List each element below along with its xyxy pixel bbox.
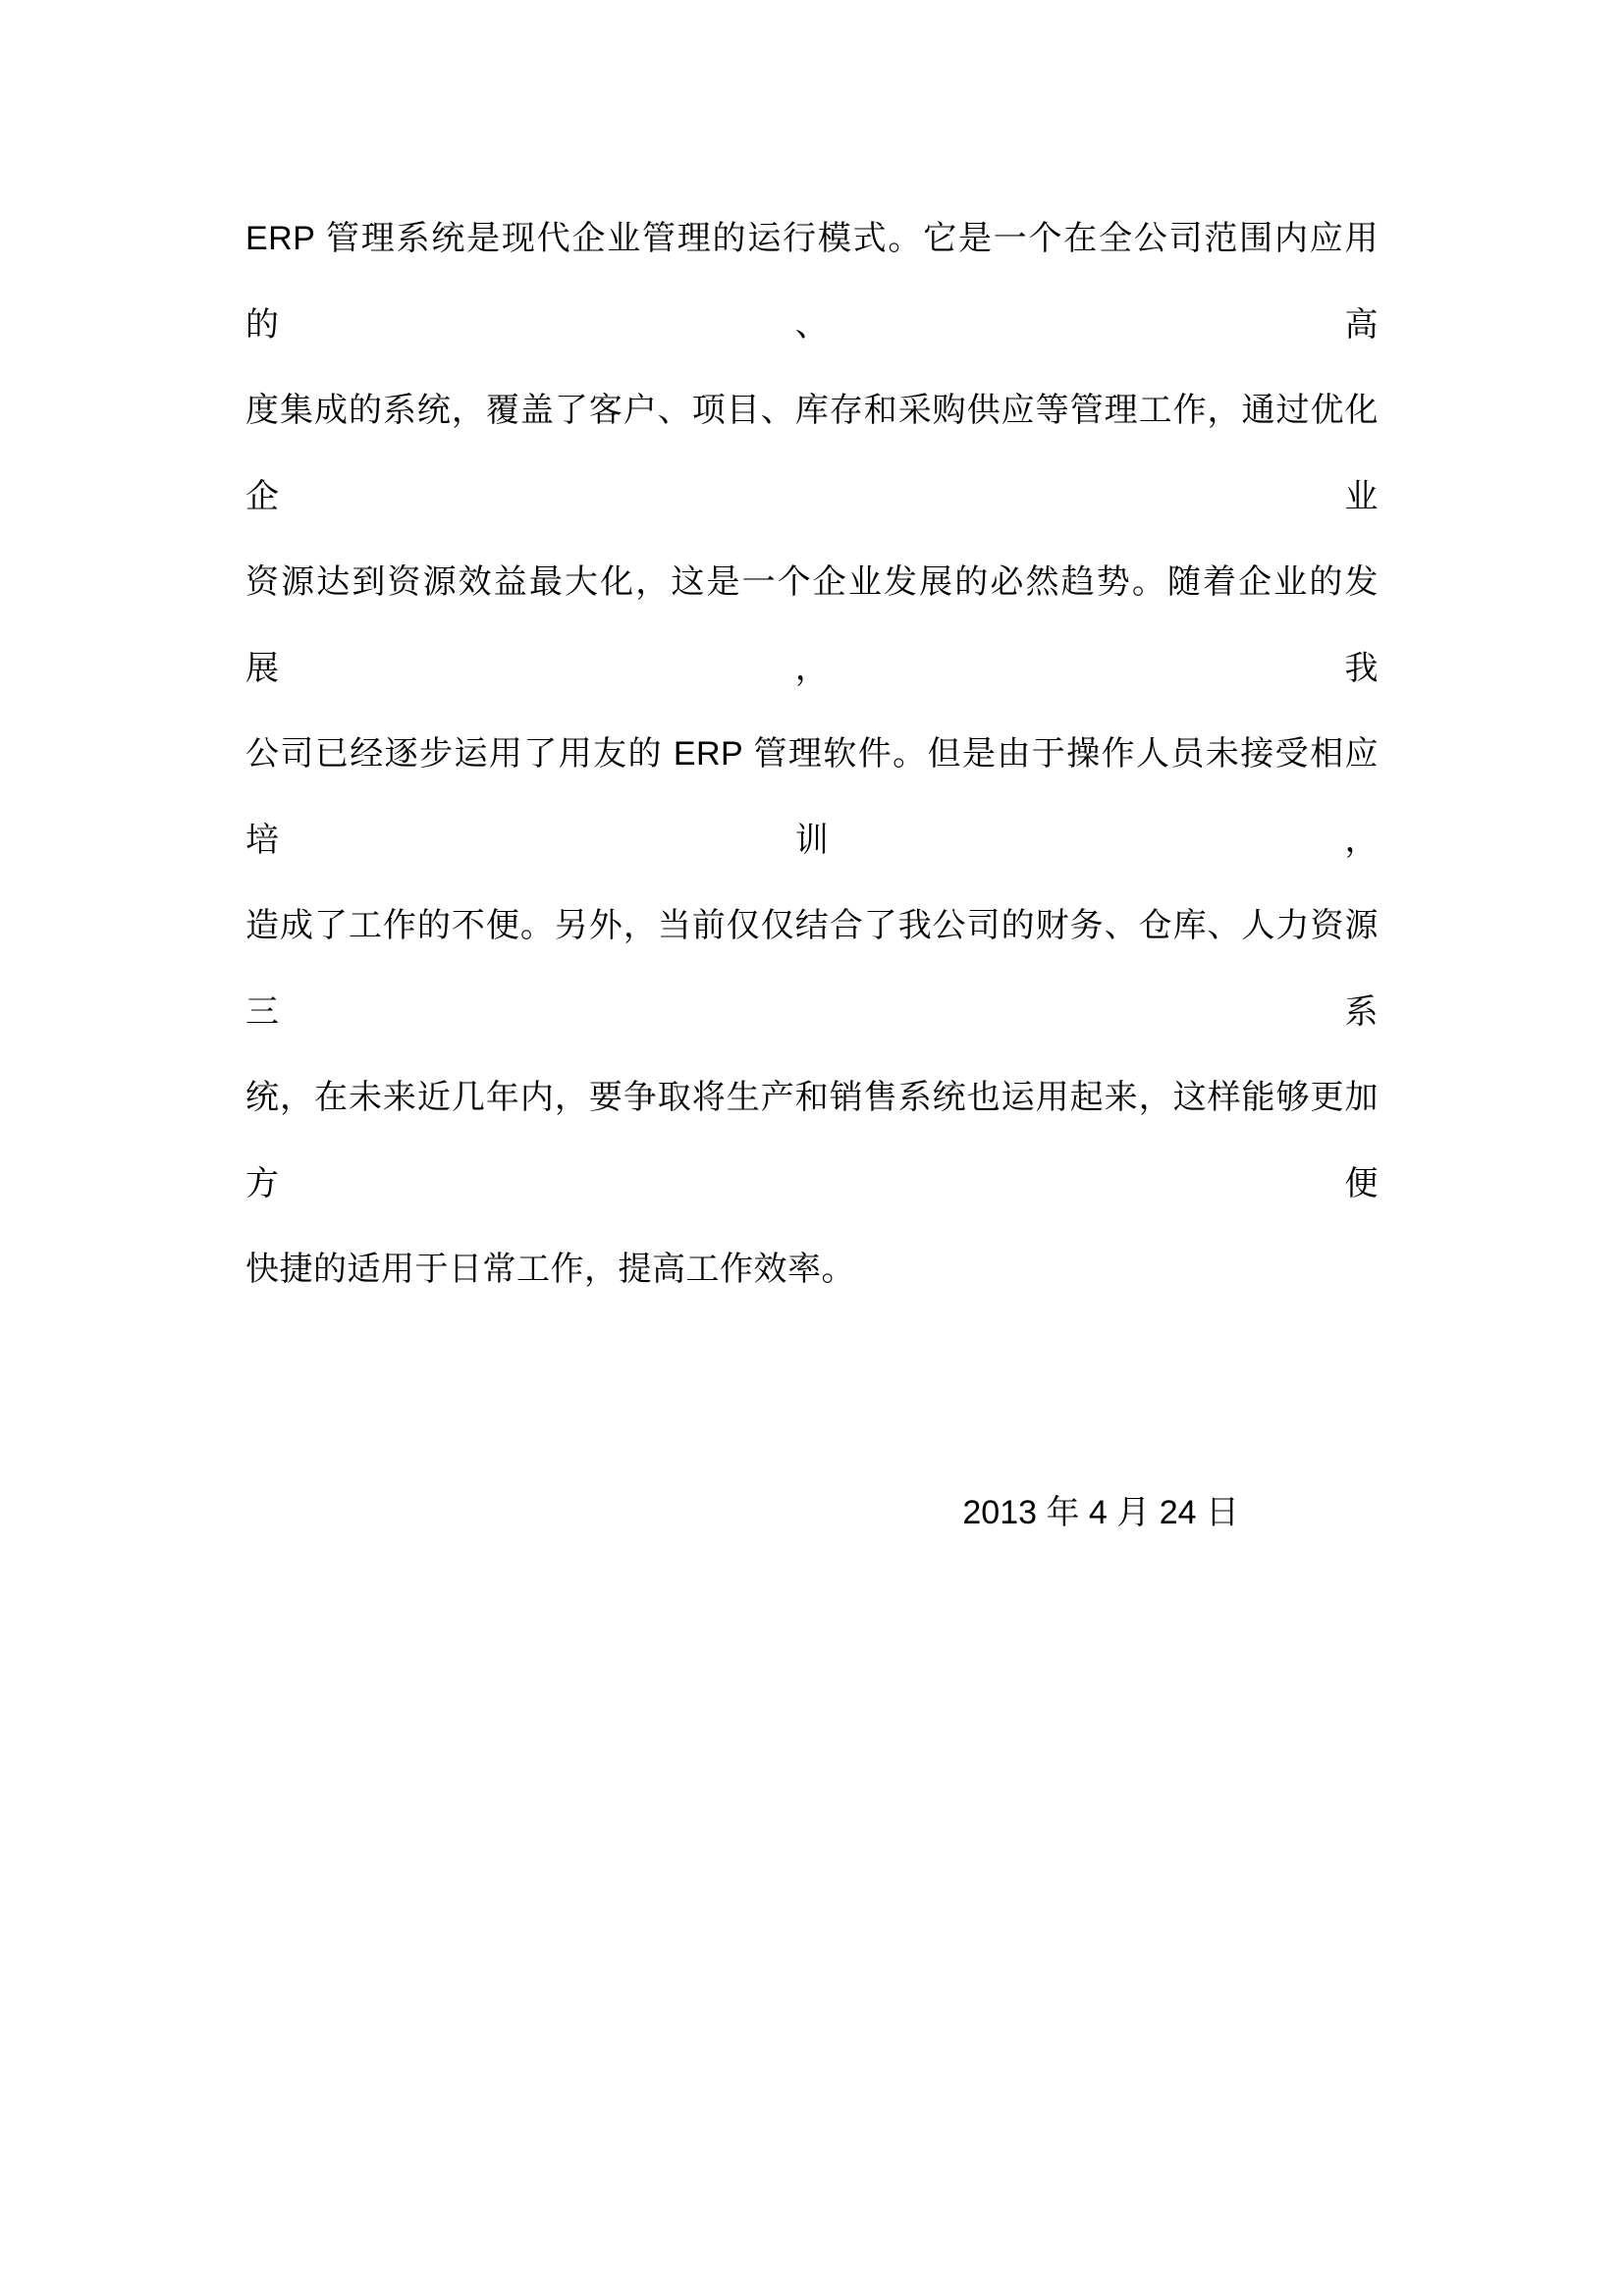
body-paragraph [245, 196, 1379, 1313]
text-line: ERP 管理系统是现代企业管理的运行模式。它是一个在全公司范围内应用的、高 [245, 220, 1379, 344]
date-line: 2013 年 4 月 24 日 [962, 1493, 1239, 1531]
text-line: 统，在未来近几年内，要争取将生产和销售系统也运用起来，这样能够更加方便 [245, 1079, 1379, 1202]
text-line: 快捷的适用于日常工作，提高工作效率。 [245, 1251, 855, 1288]
text-line: 度集成的系统，覆盖了客户、项目、库存和采购供应等管理工作，通过优化企业 [245, 392, 1379, 515]
text-line: 资源达到资源效益最大化，这是一个企业发展的必然趋势。随着企业的发展，我 [245, 563, 1379, 687]
text-line: 公司已经逐步运用了用友的 ERP 管理软件。但是由于操作人员未接受相应培训， [245, 735, 1379, 859]
text-line: 造成了工作的不便。另外，当前仅仅结合了我公司的财务、仓库、人力资源三系 [245, 907, 1379, 1031]
